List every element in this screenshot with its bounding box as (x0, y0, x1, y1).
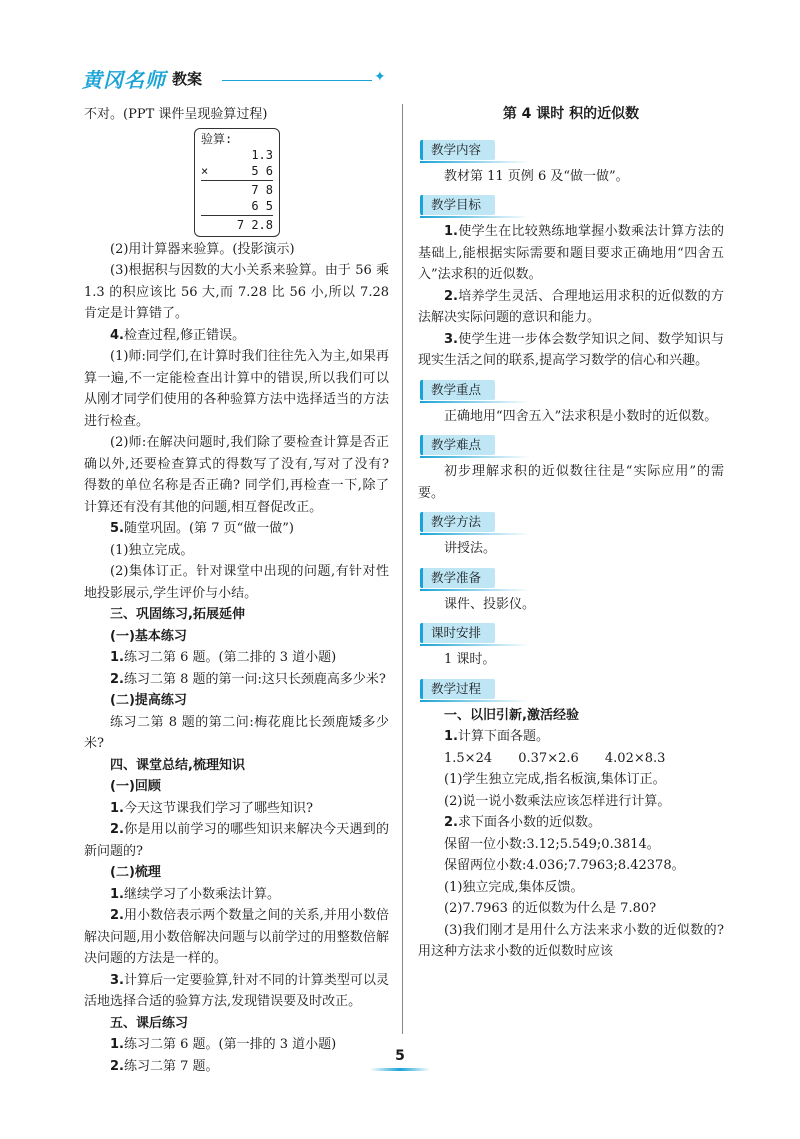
list-item (84, 798, 389, 820)
item-number: 2. (444, 815, 458, 830)
section-tag-label: 课时安排 (420, 623, 495, 643)
list-item (84, 884, 389, 906)
tag-underline (420, 700, 530, 702)
tag-underline (420, 456, 530, 458)
section-heading: 三、巩固练习,拓展延伸 (110, 607, 245, 622)
paragraph: 教材第 11 页例 6 及“做一做”。 (444, 168, 629, 184)
item-number: 5. (110, 521, 124, 536)
item-number: 2. (110, 1058, 124, 1074)
list-item (418, 726, 724, 748)
page-header (82, 64, 386, 94)
list-item (84, 819, 389, 862)
calc-row: 7 2.8 (236, 217, 273, 232)
calc-operator: × (201, 163, 209, 178)
section-heading: 四、课堂总结,梳理知识 (110, 757, 245, 773)
list-item (418, 812, 724, 834)
section-tag-goals (420, 195, 495, 215)
paragraph: 初步理解求积的近似数往往是“实际应用”的需要。 (418, 464, 724, 501)
item-text: 培养学生灵活、合理地运用求积的近似数的方法解决实际问题的意识和能力。 (418, 288, 724, 325)
calc-problem: 1.5×24 (444, 750, 493, 766)
item-text: 使学生在比较熟练地掌握小数乘法计算方法的基础上,能根据实际需要和题目要求正确地用“四舍五入”法求积的近似数。 (418, 224, 724, 282)
subsection-heading: (一)基本练习 (110, 628, 187, 644)
list-item (418, 286, 724, 329)
item-text: 计算后一定要验算,针对不同的计算类型可以灵活地选择合适的验算方法,发现错误要及时改正。 (84, 972, 389, 1009)
section-tag-schedule (420, 623, 495, 643)
item-text: 练习二第 6 题。(第一排的 3 道小题) (123, 1037, 337, 1052)
list-item (84, 970, 389, 1013)
item-number: 1. (444, 729, 458, 744)
paragraph: (2)7.7963 的近似数为什么是 7.80? (444, 901, 657, 916)
calc-row: 1.3 (251, 147, 273, 162)
item-number: 2. (110, 908, 124, 923)
paragraph: 课件、投影仪。 (444, 596, 536, 612)
item-text: 练习二第 8 题的第一问:这只长颈鹿高多少米? (123, 671, 386, 687)
brand-logo: 黄冈名师 (82, 68, 166, 92)
item-text: 练习二第 7 题。 (123, 1058, 219, 1074)
calc-problem: 4.02×8.3 (604, 750, 666, 766)
item-text: 继续学习了小数乘法计算。 (123, 886, 280, 902)
item-number: 3. (110, 972, 124, 988)
paragraph: (2)说一说小数乘法应该怎样进行计算。 (444, 793, 671, 809)
item-text: 计算下面各题。 (457, 729, 549, 744)
section-tag-process (420, 679, 495, 699)
section-tag-methods (420, 512, 495, 532)
tag-underline (420, 401, 530, 403)
item-number: 1. (110, 1037, 124, 1052)
calc-label: 验算: (201, 131, 233, 146)
section-tag-label: 教学过程 (420, 679, 495, 699)
paragraph: (1)师:同学们,在计算时我们往往先入为主,如果再算一遍,不一定能检查出计算中的错误,所以我们可以从刚才同学们使用的各种验算方法中选择适当的方法进行检查。 (84, 349, 389, 429)
paragraph: 讲授法。 (444, 541, 497, 556)
subsection-heading: (二)提高练习 (110, 693, 187, 708)
section-tag-label: 教学方法 (420, 512, 495, 532)
calc-row: 5 6 (251, 163, 273, 178)
column-divider (402, 104, 403, 1034)
item-number: 1. (110, 800, 124, 816)
list-item (84, 518, 389, 540)
subsection-heading: (一)回顾 (110, 779, 161, 794)
calc-problems (418, 748, 724, 770)
paragraph: 保留一位小数:3.12;5.549;0.3814。 (444, 836, 660, 852)
calc-rule (201, 180, 273, 181)
page-number-decoration (370, 1068, 430, 1071)
paragraph: (3)根据积与因数的大小关系来验算。由于 56 乘 1.3 的积应该比 56 大,而 7.28 比 56 小,所以 7.28 肯定是计算错了。 (84, 263, 389, 321)
item-number: 2. (110, 671, 124, 687)
item-text: 用小数倍表示两个数量之间的关系,并用小数倍解决问题,用小数倍解决问题与以前学过的用整数倍解决问题的方法是一样的。 (84, 908, 389, 966)
calc-row: 7 8 (251, 182, 273, 197)
item-text: 随堂巩固。(第 7 页“做一做”) (123, 521, 294, 536)
verification-box (194, 128, 280, 237)
section-tag-label: 教学重点 (420, 380, 495, 400)
right-column (418, 104, 724, 963)
item-text: 今天这节课我们学习了哪些知识? (123, 800, 313, 816)
section-tag-label: 教学内容 (420, 140, 495, 160)
item-number: 1. (110, 650, 124, 665)
section-tag-label: 教学目标 (420, 195, 495, 215)
list-item (84, 647, 389, 669)
section-tag-key-points (420, 380, 495, 400)
list-item (84, 905, 389, 970)
calc-rule (201, 215, 273, 216)
calc-row: 6 5 (251, 198, 273, 213)
item-number: 2. (110, 822, 124, 837)
item-text: 使学生进一步体会数学知识之间、数学知识与现实生活之间的联系,提高学习数学的信心和兴趣。 (418, 331, 724, 368)
item-number: 1. (110, 886, 124, 902)
item-text: 检查过程,修正错误。 (123, 327, 246, 343)
list-item (418, 221, 724, 286)
section-heading: 一、以旧引新,激活经验 (444, 707, 579, 723)
item-number: 4. (110, 327, 124, 343)
paragraph: 练习二第 8 题的第二问:梅花鹿比长颈鹿矮多少米? (84, 714, 389, 751)
paragraph: 不对。(PPT 课件呈现验算过程) (84, 107, 268, 122)
item-number: 2. (444, 288, 458, 304)
paragraph: (1)独立完成,集体反馈。 (444, 879, 584, 895)
list-item (84, 669, 389, 691)
tag-underline (420, 161, 530, 163)
left-column (84, 104, 389, 1077)
paragraph: (1)独立完成。 (110, 542, 194, 558)
item-text: 求下面各小数的近似数。 (457, 815, 601, 830)
section-tag-label: 教学准备 (420, 568, 495, 588)
list-item (84, 325, 389, 347)
paragraph: 1 课时。 (444, 652, 496, 667)
item-number: 1. (444, 224, 458, 239)
paragraph: (2)集体订正。针对课堂中出现的问题,有针对性地投影展示,学生评价与小结。 (84, 564, 389, 601)
paragraph: (3)我们刚才是用什么方法来求小数的近似数的? 用这种方法求小数的近似数时应该 (418, 922, 724, 959)
section-heading: 五、课后练习 (110, 1015, 189, 1031)
tag-underline (420, 589, 530, 591)
paragraph: 保留两位小数:4.036;7.7963;8.42378。 (444, 858, 685, 873)
subsection-heading: (二)梳理 (110, 865, 161, 880)
section-tag-content (420, 140, 495, 160)
header-subtitle: 教案 (172, 70, 203, 88)
paragraph: (2)用计算器来验算。(投影演示) (110, 241, 295, 257)
tag-underline (420, 533, 530, 535)
item-text: 练习二第 6 题。(第二排的 3 道小题) (123, 650, 337, 665)
calc-problem: 0.37×2.6 (518, 750, 579, 766)
paragraph: (1)学生独立完成,指名板演,集体订正。 (444, 772, 666, 787)
tag-underline (420, 216, 530, 218)
tag-underline (420, 644, 530, 646)
star-icon: ✦ (374, 69, 386, 85)
header-rule (222, 80, 372, 81)
list-item (418, 329, 724, 372)
item-number: 3. (444, 331, 458, 347)
page-number: 5 (395, 1048, 405, 1064)
section-tag-preparation (420, 568, 495, 588)
paragraph: 正确地用“四舍五入”法求积是小数时的近似数。 (444, 408, 718, 424)
item-text: 你是用以前学习的哪些知识来解决今天遇到的新问题的? (84, 822, 389, 859)
section-tag-difficulties (420, 435, 495, 455)
paragraph: (2)师:在解决问题时,我们除了要检查计算是否正确以外,还要检查算式的得数写了没有,写对了没有? 得数的单位名称是否正确? 同学们,再检查一下,除了计算还有没有其他的问题,相互督促改正。 (84, 435, 389, 515)
lesson-title: 第 4 课时 积的近似数 (502, 106, 640, 122)
section-tag-label: 教学难点 (420, 435, 495, 455)
